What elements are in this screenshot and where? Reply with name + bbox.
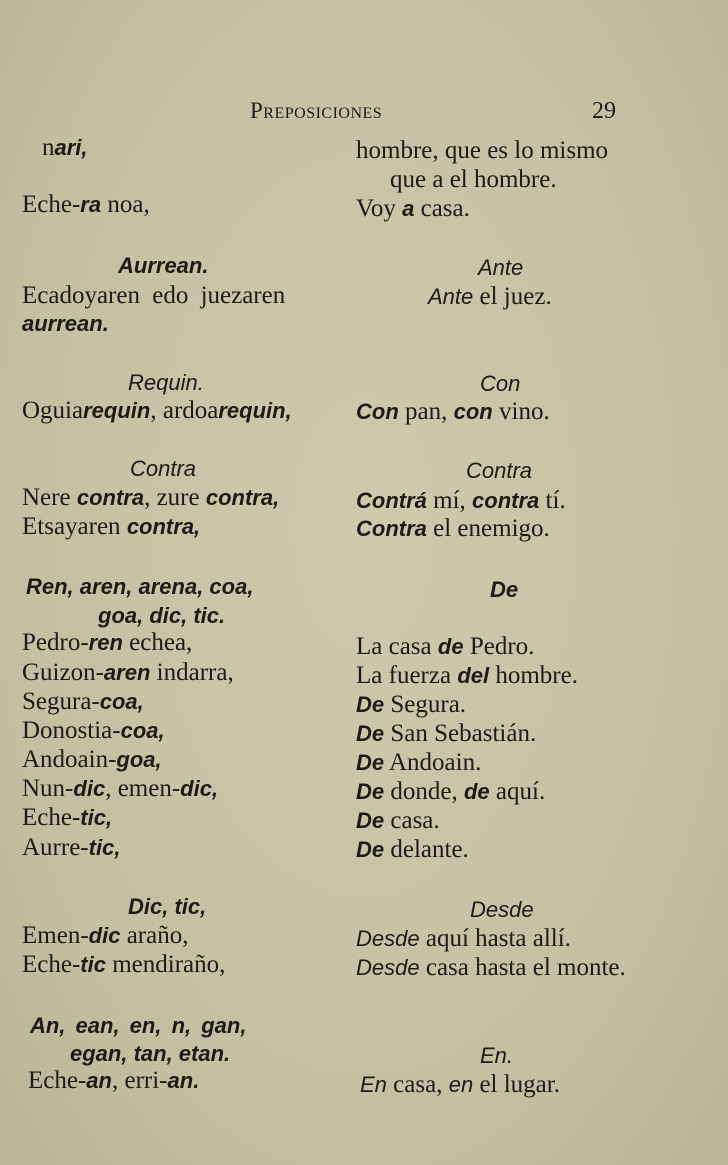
left-line-9: Guizon-aren indarra, <box>22 659 234 686</box>
left-line-1: nari, <box>42 134 88 161</box>
section-heading-requin: Requin. <box>128 370 204 395</box>
right-line-16: Desde aquí hasta allí. <box>356 925 571 952</box>
section-heading-dic: Dic, tic, <box>128 894 207 919</box>
right-line-3: Voy a casa. <box>356 195 470 222</box>
right-line-18: En casa, en el lugar. <box>360 1071 560 1098</box>
right-line-7: Contra el enemigo. <box>356 515 550 542</box>
section-heading-de: De <box>490 577 519 602</box>
right-line-17: Desde casa hasta el monte. <box>356 954 626 981</box>
left-line-13: Nun-dic, emen-dic, <box>22 775 219 802</box>
left-line-8: Pedro-ren echea, <box>22 629 193 656</box>
right-line-11: De San Sebastián. <box>356 720 537 747</box>
left-line-4: aurrean. <box>22 311 109 336</box>
right-line-12: De Andoain. <box>356 749 482 776</box>
section-heading-aurrean: Aurrean. <box>118 253 209 278</box>
right-line-10: De Segura. <box>356 691 467 718</box>
section-heading-con: Con <box>480 371 521 396</box>
section-heading-ren-2: goa, dic, tic. <box>98 603 226 628</box>
left-line-12: Andoain-goa, <box>22 746 162 773</box>
left-line-16: Emen-dic araño, <box>22 922 189 949</box>
left-line-14: Eche-tic, <box>22 804 113 831</box>
left-line-7: Etsayaren contra, <box>22 513 201 540</box>
left-line-15: Aurre-tic, <box>22 834 121 861</box>
left-line-18: Eche-an, erri-an. <box>28 1067 200 1094</box>
left-line-5: Oguiarequin, ardoarequin, <box>22 397 292 424</box>
right-line-4: Ante el juez. <box>428 283 552 310</box>
section-heading-en: En. <box>480 1043 514 1068</box>
right-line-14: De casa. <box>356 807 440 834</box>
left-line-17: Eche-tic mendiraño, <box>22 951 226 978</box>
right-line-2: que a el hombre. <box>390 166 557 193</box>
section-heading-ren-1: Ren, aren, arena, coa, <box>26 574 254 599</box>
right-line-9: La fuerza del hombre. <box>356 662 578 689</box>
section-heading-desde: Desde <box>470 897 534 922</box>
right-line-8: La casa de Pedro. <box>356 633 535 660</box>
left-line-10: Segura-coa, <box>22 688 144 715</box>
running-head: Preposiciones <box>250 98 383 123</box>
left-line-3: Ecadoyaren edo juezaren <box>22 282 286 309</box>
section-heading-an-1: An, ean, en, n, gan, <box>30 1013 247 1038</box>
left-line-2: Eche-ra noa, <box>22 191 150 218</box>
section-heading-contra-right: Contra <box>466 458 533 483</box>
right-line-15: De delante. <box>356 836 469 863</box>
left-line-11: Donostia-coa, <box>22 717 165 744</box>
right-line-6: Contrá mí, contra tí. <box>356 487 566 514</box>
section-heading-an-2: egan, tan, etan. <box>70 1041 231 1066</box>
page-number: 29 <box>592 98 616 124</box>
section-heading-contra-left: Contra <box>130 456 197 481</box>
section-heading-ante: Ante <box>478 255 524 280</box>
right-line-1: hombre, que es lo mismo <box>356 137 609 164</box>
right-line-5: Con pan, con vino. <box>356 398 550 425</box>
left-line-6: Nere contra, zure contra, <box>22 484 280 511</box>
right-line-13: De donde, de aquí. <box>356 778 546 805</box>
